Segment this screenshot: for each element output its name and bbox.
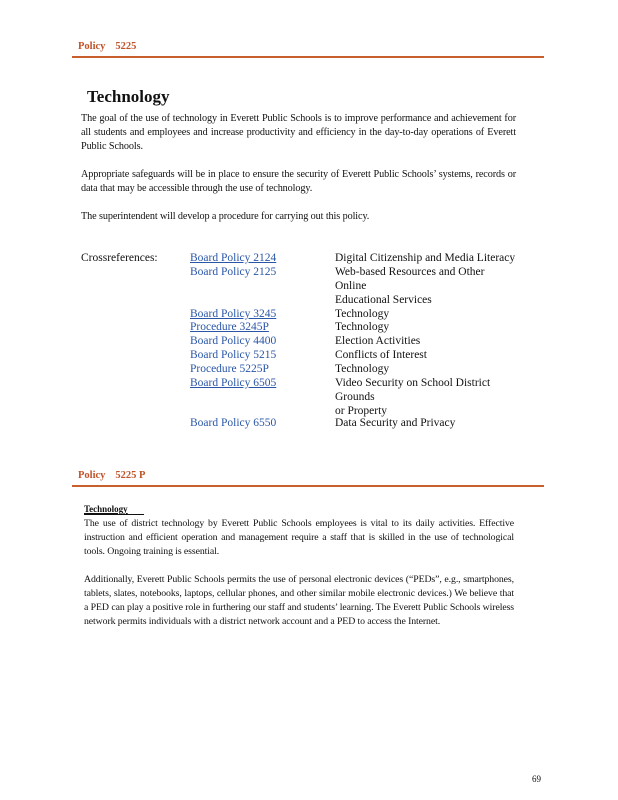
crossref-description: or Property (335, 405, 388, 417)
crossref-link[interactable]: Board Policy 4400 (190, 335, 277, 347)
crossref-description: Technology (335, 308, 390, 320)
page-number: 69 (532, 774, 541, 784)
crossreferences-label: Crossreferences: (81, 252, 158, 264)
crossref-description: Grounds (335, 391, 375, 403)
crossref-link[interactable]: Board Policy 2125 (190, 266, 277, 278)
crossref-description: Web-based Resources and Other (335, 266, 485, 278)
header-rule (72, 56, 544, 58)
crossref-description: Election Activities (335, 335, 421, 347)
crossref-link[interactable]: Board Policy 3245 (190, 308, 277, 320)
crossref-description: Online (335, 280, 367, 292)
crossref-link[interactable]: Board Policy 5215 (190, 349, 277, 361)
policy-number: 5225 P (115, 470, 146, 481)
crossref-link[interactable]: Board Policy 6550 (190, 417, 277, 429)
crossref-description: Digital Citizenship and Media Literacy (335, 252, 516, 264)
policy-header (78, 41, 146, 52)
procedure-header (78, 470, 155, 481)
crossref-description: Technology (335, 363, 390, 375)
paragraph-goal: The goal of the use of technology in Everett Public Schools is to improve performance and achievement for all students and employees and increase productivity and efficiency in the day-to-day operations of Everett Public Schools. (81, 113, 516, 152)
paragraph-safeguards: Appropriate safeguards will be in place to ensure the security of Everett Public Schools’ systems, records or data that may be accessible through the use of technology. (81, 169, 516, 194)
crossref-link[interactable]: Procedure 3245P (190, 321, 269, 333)
crossref-description: Video Security on School District (335, 377, 491, 389)
header-rule (72, 485, 544, 487)
crossref-description: Educational Services (335, 294, 432, 306)
crossref-link[interactable]: Procedure 5225P (190, 363, 269, 375)
paragraph-procedure: The superintendent will develop a procedure for carrying out this policy. (81, 211, 370, 222)
crossref-description: Technology (335, 321, 390, 333)
page-title: Technology (87, 87, 170, 106)
policy-number: 5225 (115, 41, 137, 52)
section-title-underline (84, 514, 144, 515)
paragraph-district-technology: The use of district technology by Everett Public Schools employees is vital to its daily activities. Effective instruction and efficient operation and management require a staff that is skilled in the use of technological tools. Ongoing training is essential. (84, 518, 514, 557)
crossref-link[interactable]: Board Policy 2124 (190, 252, 277, 264)
section-title: Technology (84, 504, 128, 514)
crossref-description: Conflicts of Interest (335, 349, 427, 361)
crossref-description: Data Security and Privacy (335, 417, 456, 429)
crossref-link[interactable]: Board Policy 6505 (190, 377, 277, 389)
policy-label: Policy (78, 470, 106, 481)
paragraph-personal-devices: Additionally, Everett Public Schools permits the use of personal electronic devices (“PEDs”, e.g., smartphones, tablets, slates, notebooks, laptops, cellular phones, and other similar mobile electronic devices.) We believe that a PED can play a positive role in furthering our staff and students’ learning. The Everett Public Schools wireless network permits individuals with a district network account and a PED to access the Internet. (84, 574, 514, 627)
policy-label: Policy (78, 41, 106, 52)
